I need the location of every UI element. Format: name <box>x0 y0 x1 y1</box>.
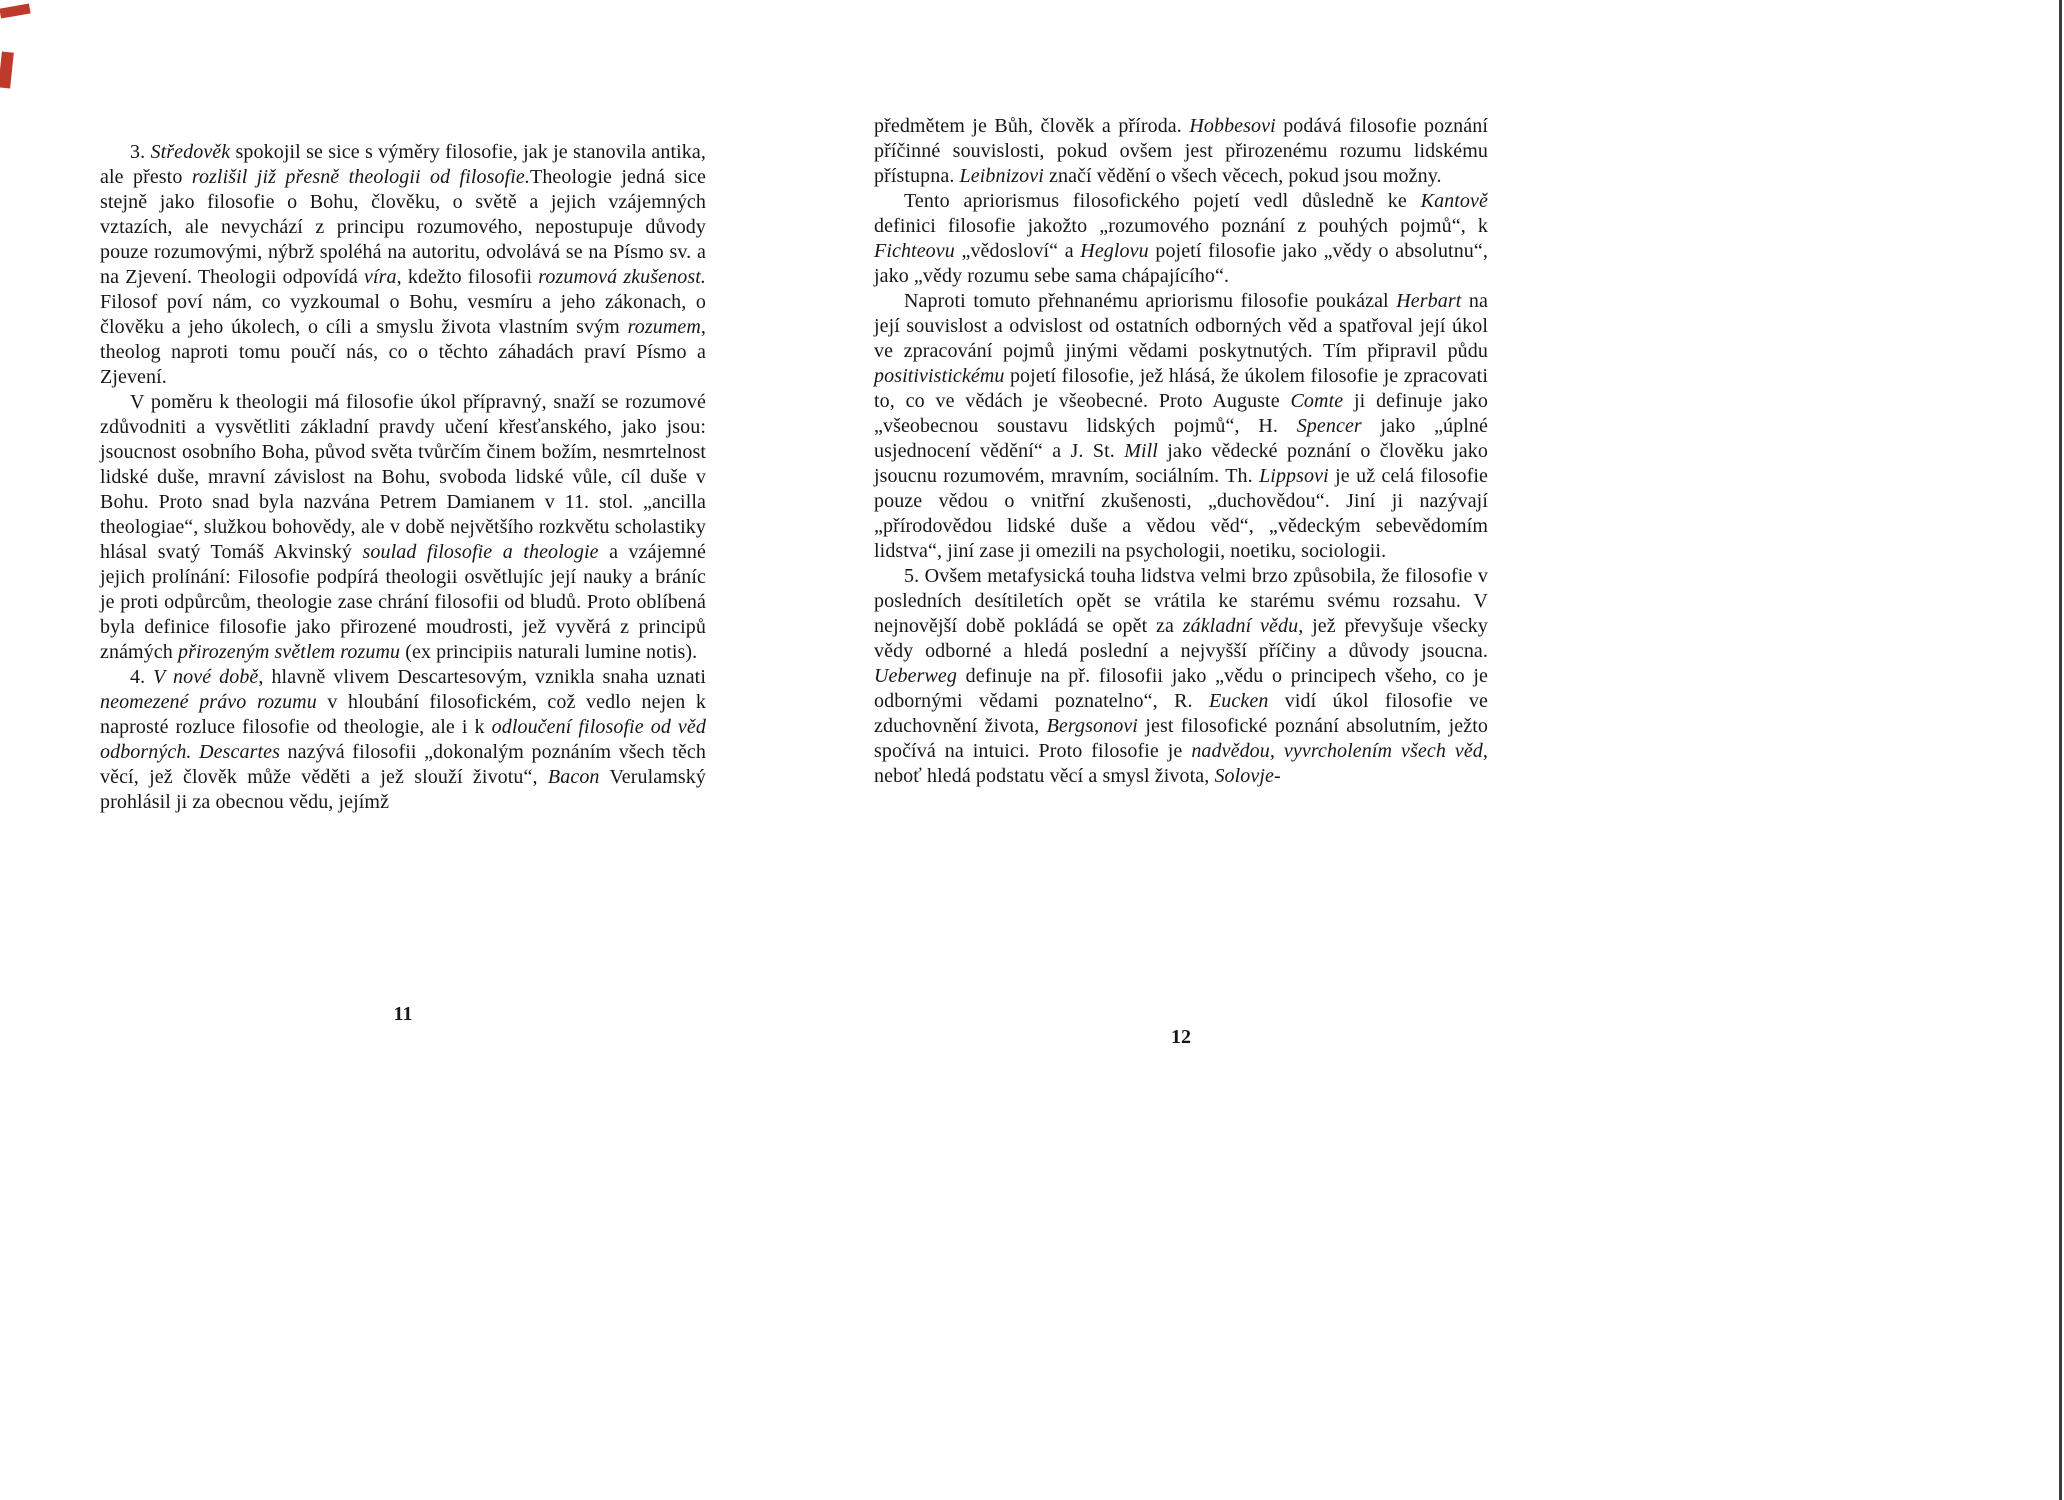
text-run: V poměru k theologii má filosofie úkol přípravný, snaží se rozumové zdůvodniti a vysvětliti základní pravdy učení křesťanského, jako jsou: jsoucnost osobního Boha, původ světa tvůrčím činem božím, nesmrtelnost lidské duše, mravní závislost na Bohu, svoboda lidské vůle, cíl duše v Bohu. Proto snad byla nazvána Petrem Damianem v 11. stol. „ancilla theologiae“, služkou bohovědy, ale v době největšího rozkvětu scholastiky hlásal svatý Tomáš Akvinský <box>100 391 706 563</box>
italic-text-run: Mill <box>1124 440 1158 462</box>
italic-text-run: Ueberweg <box>874 665 957 687</box>
italic-text-run: víra <box>364 266 397 288</box>
text-run: , hlavně vlivem Descartesovým, vznikla snaha uznati <box>258 666 706 688</box>
text-run: v hloubání filosofickém, což vedlo nejen k naprosté rozluce filosofie od theologie, ale i k <box>100 691 706 738</box>
text-run: Naproti tomuto přehnanému apriorismu filosofie poukázal <box>904 290 1397 312</box>
text-run <box>192 741 200 763</box>
scan-edge-line <box>2059 0 2062 1500</box>
text-run: „vědosloví“ a <box>954 240 1081 262</box>
page-right-number: 12 <box>1171 1026 1191 1048</box>
red-pen-mark <box>0 3 31 18</box>
text-run: (ex principiis naturali lumine notis). <box>400 641 698 663</box>
page-left-text <box>100 140 706 815</box>
text-run: ji definuje jako „všeobecnou soustavu lidských pojmů“, H. <box>874 390 1489 437</box>
italic-text-run: základní vědu <box>1182 615 1299 637</box>
text-run: , theolog naproti tomu poučí nás, co o těchto záhadách praví Písmo a Zjevení. <box>100 316 706 388</box>
italic-text-run: Kantově <box>1420 190 1488 212</box>
italic-text-run: Solovje- <box>1214 765 1281 787</box>
text-run: a vzájemné jejich prolínání: Filosofie podpírá theologii osvětlujíc její nauky a bráníc je proti odpůrcům, theologie zase chrání filosofii od bludů. Proto oblíbená byla definice filosofie jako přirozené moudrosti, jež vyvěrá z principů známých <box>100 541 706 663</box>
text-run: 3. <box>130 141 151 163</box>
italic-text-run: Descartes <box>199 741 280 763</box>
italic-text-run: Eucken <box>1208 690 1269 712</box>
text-run: , kdežto filosofii <box>396 266 539 288</box>
text-run: je už celá filosofie pouze vědou o vnitřní zkušenosti, „duchovědou“. Jiní ji nazývají „přírodovědou lidské duše a vědou věd“, „vědeckým sebevědomím lidstva“, jiní zase ji omezili na psychologii, noetiku, sociologii. <box>874 465 1488 562</box>
text-run: 4. <box>130 666 154 688</box>
italic-text-run: odloučení filosofie od věd odborných. <box>100 716 706 763</box>
italic-text-run: Středověk <box>150 141 231 163</box>
italic-text-run: přirozeným světlem rozumu <box>178 641 401 663</box>
italic-text-run: rozlišil již přesně theologii od filosofie. <box>191 166 530 188</box>
italic-text-run: Leibnizovi <box>959 165 1044 187</box>
text-run: podává filosofie poznání příčinné souvislosti, pokud ovšem jest přirozenému rozumu lidskému přístupna. <box>874 115 1489 187</box>
text-run: Theologie jedná sice stejně jako filosofie o Bohu, člověku, o světě a jejich vzájemných vztazích, ale nevychází z principu rozumového, nepostupuje důvody pouze rozumovými, nýbrž spoléhá na autoritu, odvolává se na Písmo sv. a na Zjevení. Theologii odpovídá <box>100 166 706 288</box>
italic-text-run: Herbart <box>1396 290 1462 312</box>
text-run: definuje na př. filosofii jako „vědu o principech všeho, co je odbornými vědami poznatelno“, R. <box>874 665 1488 712</box>
paragraph <box>874 189 1488 289</box>
text-run: jako „úplné usjednocení vědění“ a J. St. <box>874 415 1488 462</box>
italic-text-run: Bergsonovi <box>1046 715 1138 737</box>
italic-text-run: Lippsovi <box>1259 465 1329 487</box>
italic-text-run: V nové době <box>153 666 259 688</box>
text-run: na její souvislost a odvislost od ostatních odborných věd a spatřoval její úkol ve zpracování pojmů jinými vědami poskytnutých. Tím připravil půdu <box>874 290 1488 362</box>
paragraph <box>100 140 706 390</box>
paragraph <box>874 564 1488 789</box>
text-run: , neboť hledá podstatu věcí a smysl života, <box>874 740 1488 787</box>
paragraph <box>874 114 1488 189</box>
text-run: Filosof poví nám, co vyzkoumal o Bohu, vesmíru a jeho zákonach, o člověku a jeho úkolech, o cíli a smyslu života vlastním svým <box>100 291 706 338</box>
paragraph <box>100 390 706 665</box>
italic-text-run: Spencer <box>1296 415 1362 437</box>
text-run: pojetí filosofie jako „vědy o absolutnu“, jako „vědy rozumu sebe sama chápajícího“. <box>874 240 1488 287</box>
italic-text-run: rozumová zkušenost. <box>538 266 706 288</box>
italic-text-run: Comte <box>1290 390 1344 412</box>
red-pen-mark <box>0 51 14 88</box>
italic-text-run: Bacon <box>547 766 600 788</box>
page-right-text <box>874 114 1488 789</box>
italic-text-run: soulad filosofie a theologie <box>362 541 599 563</box>
text-run: předmětem je Bůh, člověk a příroda. <box>874 115 1190 137</box>
italic-text-run: positivistickému <box>874 365 1005 387</box>
text-run: vidí úkol filosofie ve zduchovnění života, <box>874 690 1489 737</box>
paragraph <box>874 289 1488 564</box>
page-left-number: 11 <box>393 1003 413 1025</box>
text-run: 5. Ovšem metafysická touha lidstva velmi brzo způsobila, že filosofie v posledních desítiletích opět se vrátila ke starému svému rozsahu. V nejnovější době pokládá se opět za <box>874 565 1488 637</box>
text-run: Verulamský prohlásil ji za obecnou vědu, jejímž <box>100 766 706 813</box>
paragraph <box>100 665 706 815</box>
italic-text-run: nadvědou, vyvrcholením všech věd <box>1191 740 1483 762</box>
text-run: spokojil se sice s výměry filosofie, jak je stanovila antika, ale přesto <box>100 141 706 188</box>
text-run: nazývá filosofii „dokonalým poznáním všech těch věcí, jež člověk může věděti a jež slouží životu“, <box>100 741 706 788</box>
italic-text-run: Hobbesovi <box>1189 115 1276 137</box>
italic-text-run: rozumem <box>627 316 701 338</box>
text-run: jako vědecké poznání o člověku jako jsoucnu rozumovém, mravním, sociálním. Th. <box>874 440 1488 487</box>
italic-text-run: neomezené právo rozumu <box>100 691 317 713</box>
italic-text-run: Heglovu <box>1080 240 1149 262</box>
text-run: Tento apriorismus filosofického pojetí vedl důsledně ke <box>904 190 1421 212</box>
text-run: , jež převyšuje všecky vědy odborné a hledá poslední a nejvyšší příčiny a důvody jsoucna. <box>874 615 1489 662</box>
text-run: značí vědění o všech věcech, pokud jsou možny. <box>1043 165 1442 187</box>
text-run: definici filosofie jakožto „rozumového poznání z pouhých pojmů“, k <box>874 215 1488 237</box>
italic-text-run: Fichteovu <box>874 240 955 262</box>
text-run: pojetí filosofie, jež hlásá, že úkolem filosofie je zpracovati to, co ve vědách je všeobecné. Proto Auguste <box>874 365 1488 412</box>
text-run: jest filosofické poznání absolutním, ježto spočívá na intuici. Proto filosofie je <box>874 715 1488 762</box>
